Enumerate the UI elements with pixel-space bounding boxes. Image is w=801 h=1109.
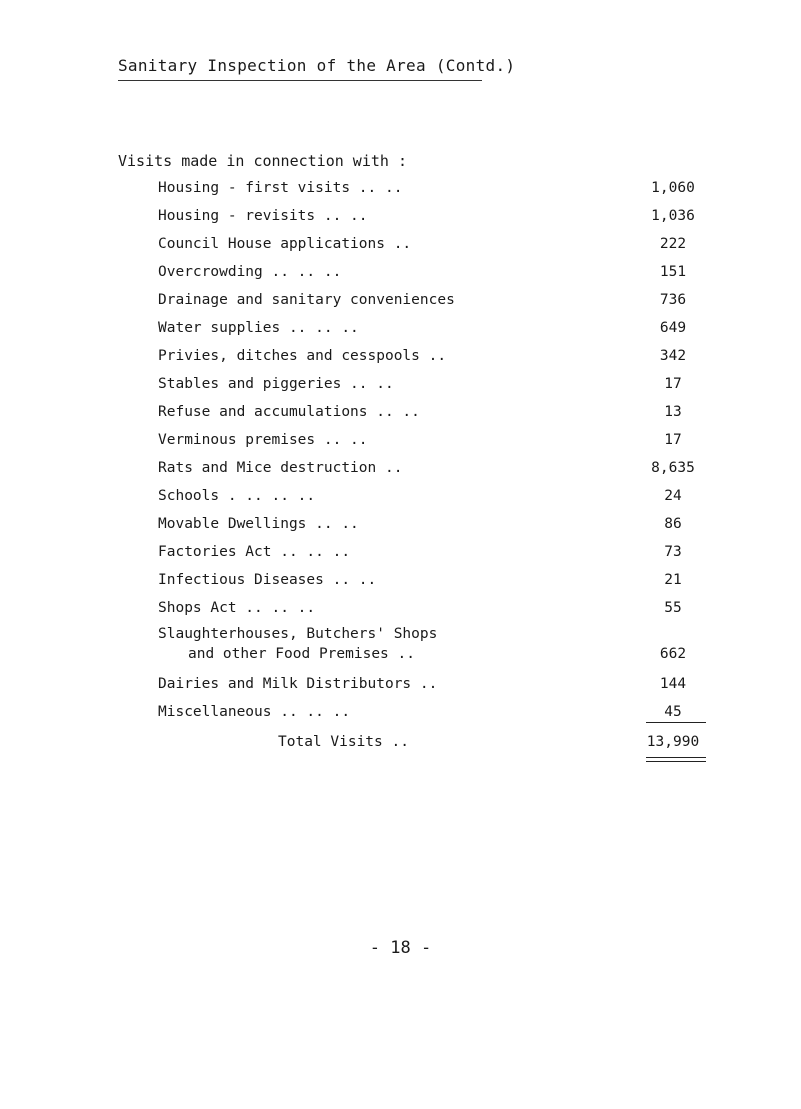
title-underline bbox=[118, 80, 482, 81]
row-value: 736 bbox=[659, 292, 687, 308]
row-value: 24 bbox=[664, 488, 682, 504]
table-row bbox=[158, 174, 718, 202]
row-value: 222 bbox=[659, 236, 687, 252]
row-label: Water supplies .. .. .. bbox=[158, 320, 359, 336]
row-label: Council House applications .. bbox=[158, 236, 412, 252]
row-label: Shops Act .. .. .. bbox=[158, 600, 316, 616]
row-value: 86 bbox=[664, 516, 682, 532]
row-value: 151 bbox=[659, 264, 687, 280]
row-label: Rats and Mice destruction .. bbox=[158, 460, 403, 476]
row-label: Housing - revisits .. .. bbox=[158, 208, 368, 224]
table-row bbox=[158, 510, 718, 538]
row-label: Privies, ditches and cesspools .. bbox=[158, 348, 447, 364]
row-value: 55 bbox=[664, 600, 682, 616]
row-label: Refuse and accumulations .. .. bbox=[158, 404, 420, 420]
row-label: Schools . .. .. .. bbox=[158, 488, 316, 504]
table-row bbox=[158, 538, 718, 566]
table-row bbox=[158, 670, 718, 698]
table-row bbox=[158, 622, 718, 670]
row-value: 342 bbox=[659, 348, 687, 364]
table-row bbox=[158, 398, 718, 426]
page-number: - 18 - bbox=[369, 938, 432, 958]
row-value: 17 bbox=[664, 432, 682, 448]
table-row bbox=[158, 258, 718, 286]
row-label: Verminous premises .. .. bbox=[158, 432, 368, 448]
row-label: Drainage and sanitary conveniences bbox=[158, 292, 455, 308]
visits-table bbox=[158, 174, 718, 726]
total-double-rule bbox=[646, 757, 706, 762]
row-label bbox=[158, 624, 437, 664]
table-row bbox=[158, 698, 718, 726]
row-label: Overcrowding .. .. .. bbox=[158, 264, 342, 280]
row-label: Dairies and Milk Distributors .. bbox=[158, 676, 438, 692]
row-value: 73 bbox=[664, 544, 682, 560]
row-value: 13 bbox=[664, 404, 682, 420]
page-title: Sanitary Inspection of the Area (Contd.) bbox=[118, 56, 516, 75]
row-label: Factories Act .. .. .. bbox=[158, 544, 351, 560]
table-row bbox=[158, 426, 718, 454]
row-value: 1,060 bbox=[651, 180, 695, 196]
row-value: 649 bbox=[659, 320, 687, 336]
total-value: 13,990 bbox=[646, 734, 700, 750]
section-intro: Visits made in connection with : bbox=[118, 152, 407, 170]
row-value: 8,635 bbox=[651, 460, 695, 476]
total-row bbox=[158, 728, 718, 756]
row-value: 662 bbox=[659, 646, 687, 662]
row-label: Stables and piggeries .. .. bbox=[158, 376, 394, 392]
table-row bbox=[158, 594, 718, 622]
table-row bbox=[158, 314, 718, 342]
table-row bbox=[158, 230, 718, 258]
table-row bbox=[158, 202, 718, 230]
row-label-line1: Slaughterhouses, Butchers' Shops bbox=[158, 626, 438, 642]
table-row bbox=[158, 482, 718, 510]
row-label: Housing - first visits .. .. bbox=[158, 180, 403, 196]
row-value: 17 bbox=[664, 376, 682, 392]
total-rule bbox=[646, 722, 706, 723]
row-value: 21 bbox=[664, 572, 682, 588]
table-row bbox=[158, 286, 718, 314]
row-value: 45 bbox=[664, 704, 682, 720]
row-value: 144 bbox=[659, 676, 687, 692]
row-label-line2: and other Food Premises .. bbox=[188, 646, 415, 662]
row-label: Infectious Diseases .. .. bbox=[158, 572, 377, 588]
row-label: Movable Dwellings .. .. bbox=[158, 516, 359, 532]
row-label: Miscellaneous .. .. .. bbox=[158, 704, 351, 720]
table-row bbox=[158, 454, 718, 482]
total-label: Total Visits .. bbox=[278, 734, 409, 750]
table-row bbox=[158, 342, 718, 370]
table-row bbox=[158, 566, 718, 594]
row-value: 1,036 bbox=[651, 208, 695, 224]
table-row bbox=[158, 370, 718, 398]
